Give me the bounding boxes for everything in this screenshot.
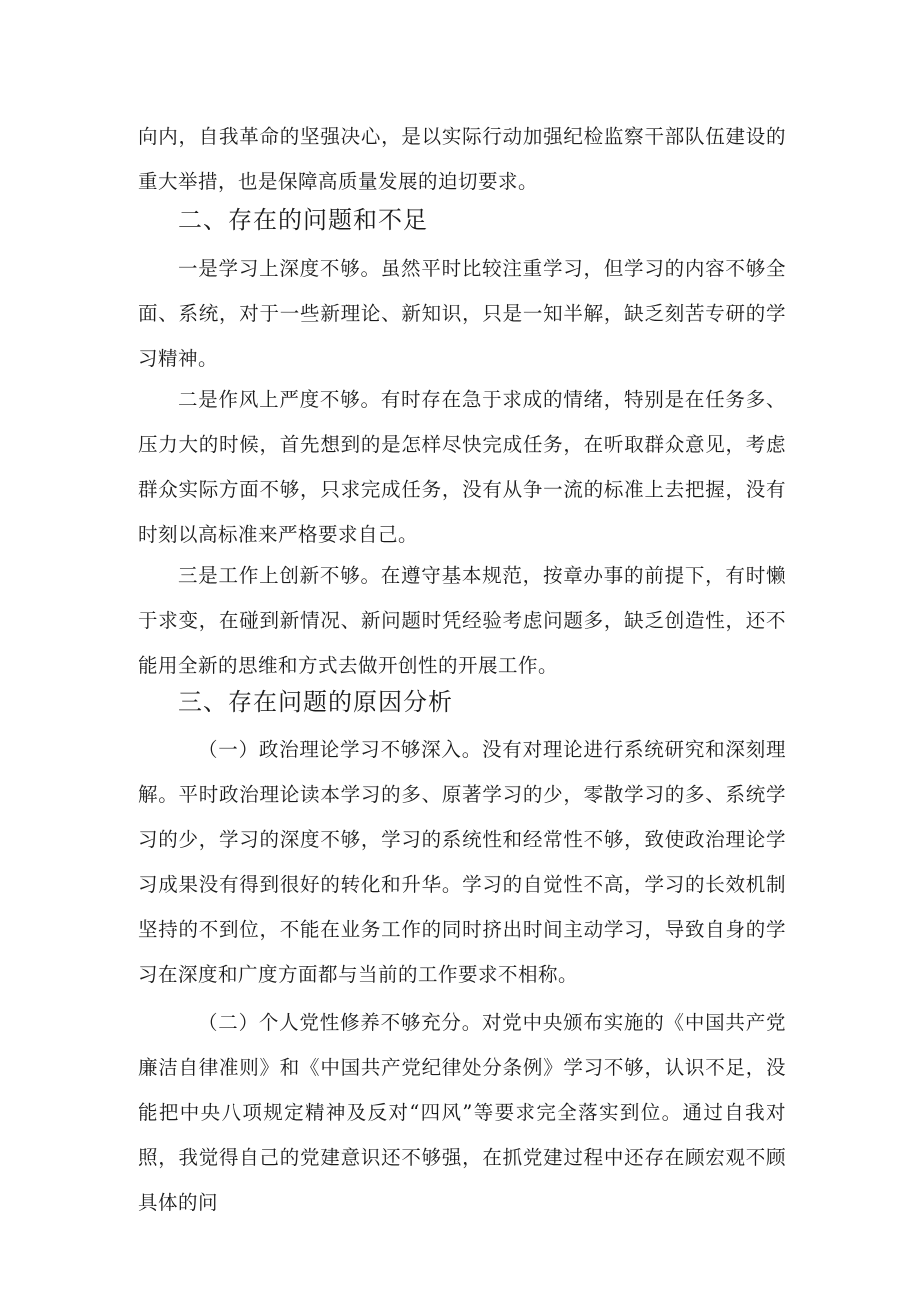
cause-paragraph-1: （一）政治理论学习不够深入。没有对理论进行系统研究和深刻理解。平时政治理论读本学习的多、原著学习的少，零散学习的多、系统学习的少，学习的深度不够，学习的系统性和经常性不够，致使政治理论学习成果没有得到很好的转化和升华。学习的自觉性不高，学习的长效机制坚持的不到位，不能在业务工作的同时挤出时间主动学习，导致自身的学习在深度和广度方面都与当前的工作要求不相称。 [138,738,786,986]
cause-paragraph-2: （二）个人党性修养不够充分。对党中央颁布实施的《中国共产党廉洁自律准则》和《中国共产党纪律处分条例》学习不够，认识不足，没能把中央八项规定精神及反对“四风”等要求完全落实到位。通过自我对照，我觉得自己的党建意识还不够强，在抓党建过程中还存在顾宏观不顾具体的问 [138,1011,786,1214]
problem-paragraph-1: 一是学习上深度不够。虽然平时比较注重学习，但学习的内容不够全面、系统，对于一些新理论、新知识，只是一知半解，缺乏刻苦专研的学习精神。 [138,257,786,370]
problem-paragraph-2: 二是作风上严度不够。有时存在急于求成的情绪，特别是在任务多、压力大的时候，首先想到的是怎样尽快完成任务，在听取群众意见，考虑群众实际方面不够，只求完成任务，没有从争一流的标准上去把握，没有时刻以高标准来严格要求自己。 [138,388,786,546]
section-heading-problems: 二、存在的问题和不足 [178,206,428,234]
intro-paragraph: 向内，自我革命的坚强决心，是以实际行动加强纪检监察干部队伍建设的重大举措，也是保障高质量发展的迫切要求。 [138,125,786,193]
section-heading-causes: 三、存在问题的原因分析 [178,688,453,716]
problem-paragraph-3: 三是工作上创新不够。在遵守基本规范，按章办事的前提下，有时懒于求变，在碰到新情况、新问题时凭经验考虑问题多，缺乏创造性，还不能用全新的思维和方式去做开创性的开展工作。 [138,564,786,677]
